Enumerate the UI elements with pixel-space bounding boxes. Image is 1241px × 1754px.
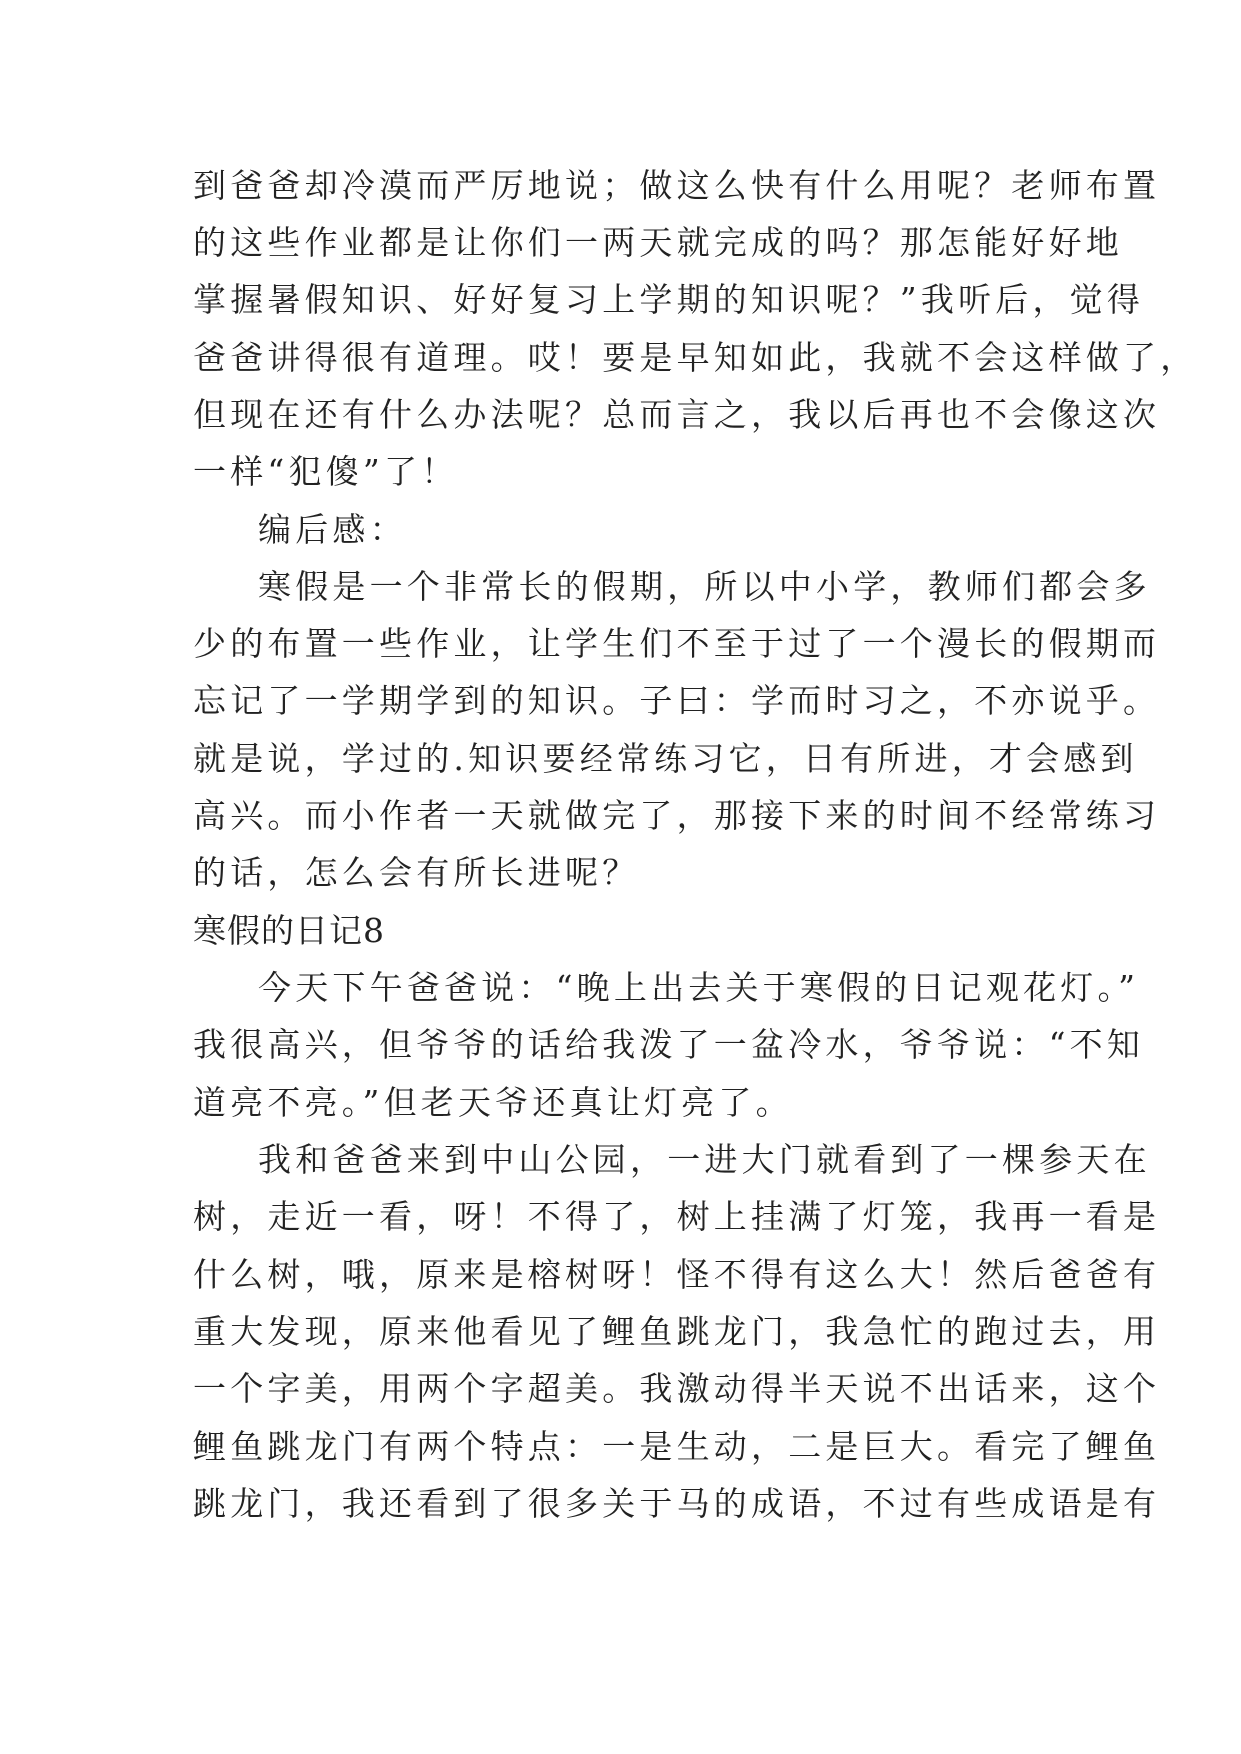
section-label: 编后感： xyxy=(258,510,407,549)
text-line: 就是说，学过的.知识要经常练习它，日有所进，才会感到 xyxy=(193,739,1138,778)
text-line: 什么树，哦，原来是榕树呀！怪不得有这么大！然后爸爸有 xyxy=(193,1255,1161,1294)
text-line: 到爸爸却冷漠而严厉地说；做这么快有什么用呢？老师布置 xyxy=(193,166,1161,205)
text-line: 一个字美，用两个字超美。我激动得半天说不出话来，这个 xyxy=(193,1369,1161,1408)
text-line: 忘记了一学期学到的知识。子曰：学而时习之，不亦说乎。 xyxy=(193,681,1161,720)
text-line: 少的布置一些作业，让学生们不至于过了一个漫长的假期而 xyxy=(193,624,1161,663)
paragraph-first-line: 寒假是一个非常长的假期，所以中小学，教师们都会多 xyxy=(258,567,1151,606)
text-line: 一样“犯傻”了！ xyxy=(193,452,459,491)
text-line: 跳龙门，我还看到了很多关于马的成语，不过有些成语是有 xyxy=(193,1484,1161,1523)
text-line: 但现在还有什么办法呢？总而言之，我以后再也不会像这次 xyxy=(193,395,1161,434)
text-line: 重大发现，原来他看见了鲤鱼跳龙门，我急忙的跑过去，用 xyxy=(193,1312,1161,1351)
diary-title: 寒假的日记8 xyxy=(193,911,385,950)
text-line: 鲤鱼跳龙门有两个特点：一是生动，二是巨大。看完了鲤鱼 xyxy=(193,1427,1161,1466)
text-line: 爸爸讲得很有道理。哎！要是早知如此，我就不会这样做了， xyxy=(193,338,1198,377)
text-line: 道亮不亮。”但老天爷还真让灯亮了。 xyxy=(193,1083,793,1122)
text-line: 掌握暑假知识、好好复习上学期的知识呢？”我听后，觉得 xyxy=(193,280,1145,319)
paragraph-first-line: 今天下午爸爸说：“晚上出去关于寒假的日记观花灯。” xyxy=(258,968,1140,1007)
text-line: 的话，怎么会有所长进呢？ xyxy=(193,853,640,892)
text-line: 的这些作业都是让你们一两天就完成的吗？那怎能好好地 xyxy=(193,223,1123,262)
text-line: 树，走近一看，呀！不得了，树上挂满了灯笼，我再一看是 xyxy=(193,1197,1161,1236)
text-line: 我很高兴，但爷爷的话给我泼了一盆冷水，爷爷说：“不知 xyxy=(193,1025,1145,1064)
text-line: 高兴。而小作者一天就做完了，那接下来的时间不经常练习 xyxy=(193,796,1161,835)
paragraph-first-line: 我和爸爸来到中山公园，一进大门就看到了一棵参天在 xyxy=(258,1140,1151,1179)
